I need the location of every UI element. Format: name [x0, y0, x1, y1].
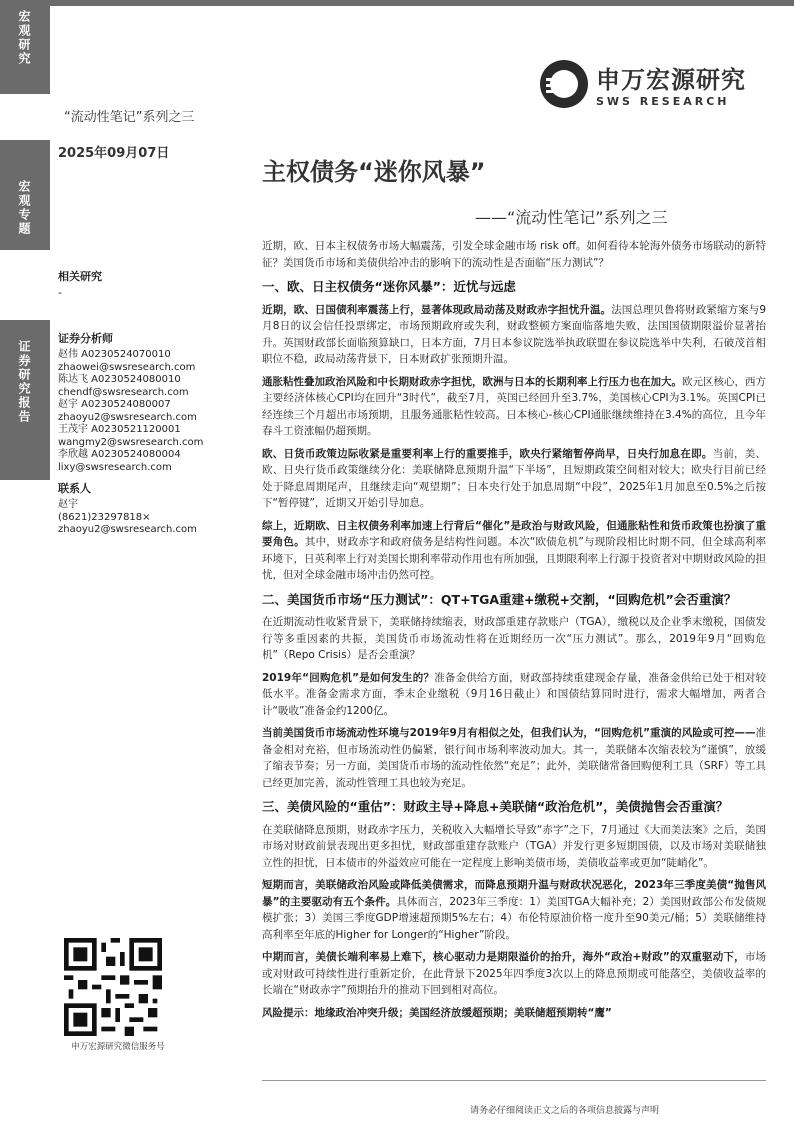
related-label: 相关研究	[58, 270, 102, 283]
paragraph-text: 具体而言，2023年三季度：1）美国TGA大幅补充；2）美国财政部公布发债规模扩张；3）美国三季度GDP增速超预期5%左右；4）布伦特原油价格一度升至90美元/桶；5）美联储维持高利率至年底的Higher for Longer的“Higher”阶段。	[262, 895, 766, 941]
analyst-line: 王茂宇 A0230521120001	[58, 424, 181, 435]
section3-paragraph-2	[262, 877, 766, 943]
analysts-label: 证券分析师	[58, 332, 113, 345]
paragraph-text: 欧元区核心，西方主要经济体核心CPI均在回升“3时代”，截至7月，英国已经回升至3.7%，美国核心CPI为3.1%。英国CPI已经连续三个月超出市场预期，且服务通胀粘性较高。日本核心-核心CPI通胀继续维持在3.4%的高位，且今年春斗工资涨幅仍超预期。	[262, 375, 766, 437]
section2-paragraph-1: 在近期流动性收紧背景下，美联储持续缩表，财政部重建存款账户（TGA），缴税以及企业季末缴税，国债发行等多重因素的共振，美国货币市场流动性将在近期经历一次“压力测试”。那么，2019年9月“回购危机”（Repo Crisis）是否会重演？	[262, 616, 766, 661]
page-title: 主权债务“迷你风暴”	[262, 158, 486, 186]
paragraph-text: 其中，财政赤字和政府债务是结构性问题。本次“欧债危机”与现阶段相比时期不同，但全球高利率环境下，日英利率上行对美国长期利率带动作用也有所加强，且期限利率上行源于投资者对中期财政风险的担忧，但对全球金融市场冲击仍然可控。	[262, 536, 767, 581]
logo-english-name: SWS RESEARCH	[596, 95, 730, 108]
contact-name: 赵宇	[58, 499, 78, 510]
bold-lead: 2019年“回购危机”是如何发生的？	[262, 671, 435, 684]
paragraph-text: 法国总理贝鲁将财政紧缩方案与9月8日的议会信任投票绑定，市场预期政府或失利，财政整顿方案面临落地失败，法国国债期限溢价显著抬升。英国财政部长面临预算缺口，日本方面，7月日本参议院选举执政联盟在参议院选举中失利，石破茂首相职位不稳，政局动荡背景下，日本财政扩张预期升温。	[262, 303, 767, 365]
section1-paragraph-1	[262, 302, 766, 368]
bold-lead: 近期，欧、日国债利率震荡上行，显著体现政局动荡及财政赤字担忧升温。	[262, 303, 612, 316]
analyst-email-link[interactable]: chendf@swsresearch.com	[58, 386, 189, 398]
risk-text: 地缘政治冲突升级；美国经济放缓超预期；美联储超预期转“鹰”	[314, 1006, 612, 1019]
contact-email-link[interactable]: zhaoyu2@swsresearch.com	[58, 524, 197, 535]
paragraph-text: 准备金相对充裕，但市场流动性仍偏紧，银行间市场利率波动加大。其一，美联储本次缩表较为“谨慎”，放缓了缩表节奏；另一方面，美国货币市场的流动性依然“充足”；此外，美联储常备回购便利工具（SRF）等工具已经更加完善，流动性管理工具也较为充足。	[262, 727, 767, 789]
qr-code-icon	[64, 938, 162, 1036]
page-subtitle: ——“流动性笔记”系列之三	[475, 208, 668, 227]
brand-logo	[538, 58, 746, 110]
sidebar-band-topic-label: 宏观专题	[17, 180, 31, 236]
section3-paragraph-1: 在美联储降息预期，财政赤字压力，关税收入大幅增长导致“赤字”之下，7月通过《大而美法案》之后，美国市场对财政前景表现出更多担忧，财政部重建存款账户（TGA）并发行更多短期国债，以及市场对美联储独立性的担忧，日本债市的外溢效应可能在一定程度上影响美债市场，美债收益率或更加“陡峭化”。	[262, 823, 766, 869]
bold-lead: 通胀粘性叠加政治风险和中长期财政赤字担忧，欧洲与日本的长期利率上行压力也在加大。	[262, 375, 682, 388]
related-research	[58, 268, 238, 299]
analyst-line: 李欣越 A0230524080004	[58, 449, 181, 460]
analyst-email-link[interactable]: zhaowei@swsresearch.com	[58, 361, 196, 373]
logo-mark-icon	[538, 58, 590, 110]
section2-paragraph-3	[262, 725, 766, 791]
section-heading-3: 三、美债风险的“重估”：财政主导+降息+美联储“政治危机”，美债抛售会否重演？	[262, 799, 729, 814]
series-name: “流动性笔记”系列之三	[64, 110, 195, 125]
bold-lead: 中期而言，美债长端利率易上难下，核心驱动力是期限溢价的抬升，海外“政治+财政”的双重驱动下，	[262, 951, 745, 963]
paragraph-text: 市场或对财政可持续性进行重新定价，在此背景下2025年四季度3次以上的降息预期或可能落空，美债收益率的长端在“财政赤字”预期抬升的推动下回到相对高位。	[262, 951, 767, 996]
logo-chinese-name: 申万宏源研究	[596, 66, 746, 94]
related-value: -	[58, 286, 62, 299]
section-heading-2: 二、美国货币市场“压力测试”：QT+TGA重建+缴税+交割，“回购危机”会否重演？	[262, 591, 737, 607]
main-content	[262, 238, 766, 1027]
paragraph-text: 当前，美、欧、日央行货币政策继续分化：美联储降息预期升温“下半场”，且短期政策空间相对较大；欧央行目前已经处于降息周期尾声，且继续走向“观望期”；日本央行处于加息周期“中段”，2025年1月加息至0.5%之后按下“暂停键”，近期又开始引导加息。	[262, 447, 767, 509]
section-heading-1: 一、欧、日主权债务“迷你风暴”：近忧与远虑	[262, 279, 516, 294]
analyst-email-link[interactable]: wangmy2@swsresearch.com	[58, 436, 204, 448]
section1-paragraph-3	[262, 446, 766, 512]
risk-warning	[262, 1005, 766, 1022]
analysts-block	[58, 330, 238, 537]
analyst-email-link[interactable]: lixy@swsresearch.com	[58, 461, 172, 473]
section2-paragraph-2	[262, 670, 766, 720]
intro-paragraph: 近期，欧、日本主权债务市场大幅震荡，引发全球金融市场 risk off。如何看待本轮海外债务市场联动的新特征？美国货币市场和美债供给冲击的影响下的流动性是否面临“压力测试”？	[262, 240, 766, 269]
contact-phone: (8621)23297818×	[58, 511, 151, 523]
section3-paragraph-3	[262, 949, 766, 999]
analyst-line: 赵宇 A0230524080007	[58, 399, 171, 410]
sidebar-band-research	[0, 0, 50, 94]
footer-disclaimer: 请务必仔细阅读正文之后的各项信息披露与声明	[470, 1106, 660, 1116]
report-date: 2025年09月07日	[58, 146, 170, 161]
analyst-line: 陈达飞 A0230524080010	[58, 374, 181, 385]
sidebar-band-report	[0, 320, 50, 480]
analyst-line: 赵伟 A0230524070010	[58, 349, 171, 360]
risk-label: 风险提示：	[262, 1006, 315, 1019]
footer-divider	[262, 1080, 766, 1081]
sidebar-band-research-label: 宏观研究	[17, 10, 31, 66]
section1-paragraph-4	[262, 518, 766, 584]
bold-lead: 短期而言，美联储政治风险或降低美债需求，而降息预期升温与财政状况恶化，2023年三季度美债“抛售风暴”的主要驱动有五个条件。	[262, 879, 766, 908]
bold-lead: 当前美国货币市场流动性环境与2019年9月有相似之处，但我们认为，“回购危机”重演的风险或可控——	[262, 727, 756, 739]
top-strip	[50, 0, 794, 6]
sidebar-band-report-label: 证券研究报告	[17, 340, 31, 424]
contact-label: 联系人	[58, 482, 91, 495]
bold-lead: 综上，近期欧、日主权债务利率加速上行背后“催化”是政治与财政风险，但通胀粘性和货币政策也扮演了重要角色。	[262, 519, 766, 548]
paragraph-text: 准备金供给方面，财政部持续重建现金存量，准备金供给已处于相对较低水平。准备金需求方面，季末企业缴税（9月16日截止）和国债结算同时进行，需求大幅增加，两者合计“吸收”准备金约1200亿。	[262, 671, 766, 717]
section1-paragraph-2	[262, 374, 766, 440]
qr-caption: 申万宏源研究微信服务号	[71, 1042, 165, 1052]
analyst-email-link[interactable]: zhaoyu2@swsresearch.com	[58, 411, 197, 423]
bold-lead: 欧、日货币政策边际收紧是重要利率上行的重要推手，欧央行紧缩暂停尚早，日央行加息在即。	[262, 447, 713, 460]
sidebar-band-topic	[0, 140, 50, 250]
